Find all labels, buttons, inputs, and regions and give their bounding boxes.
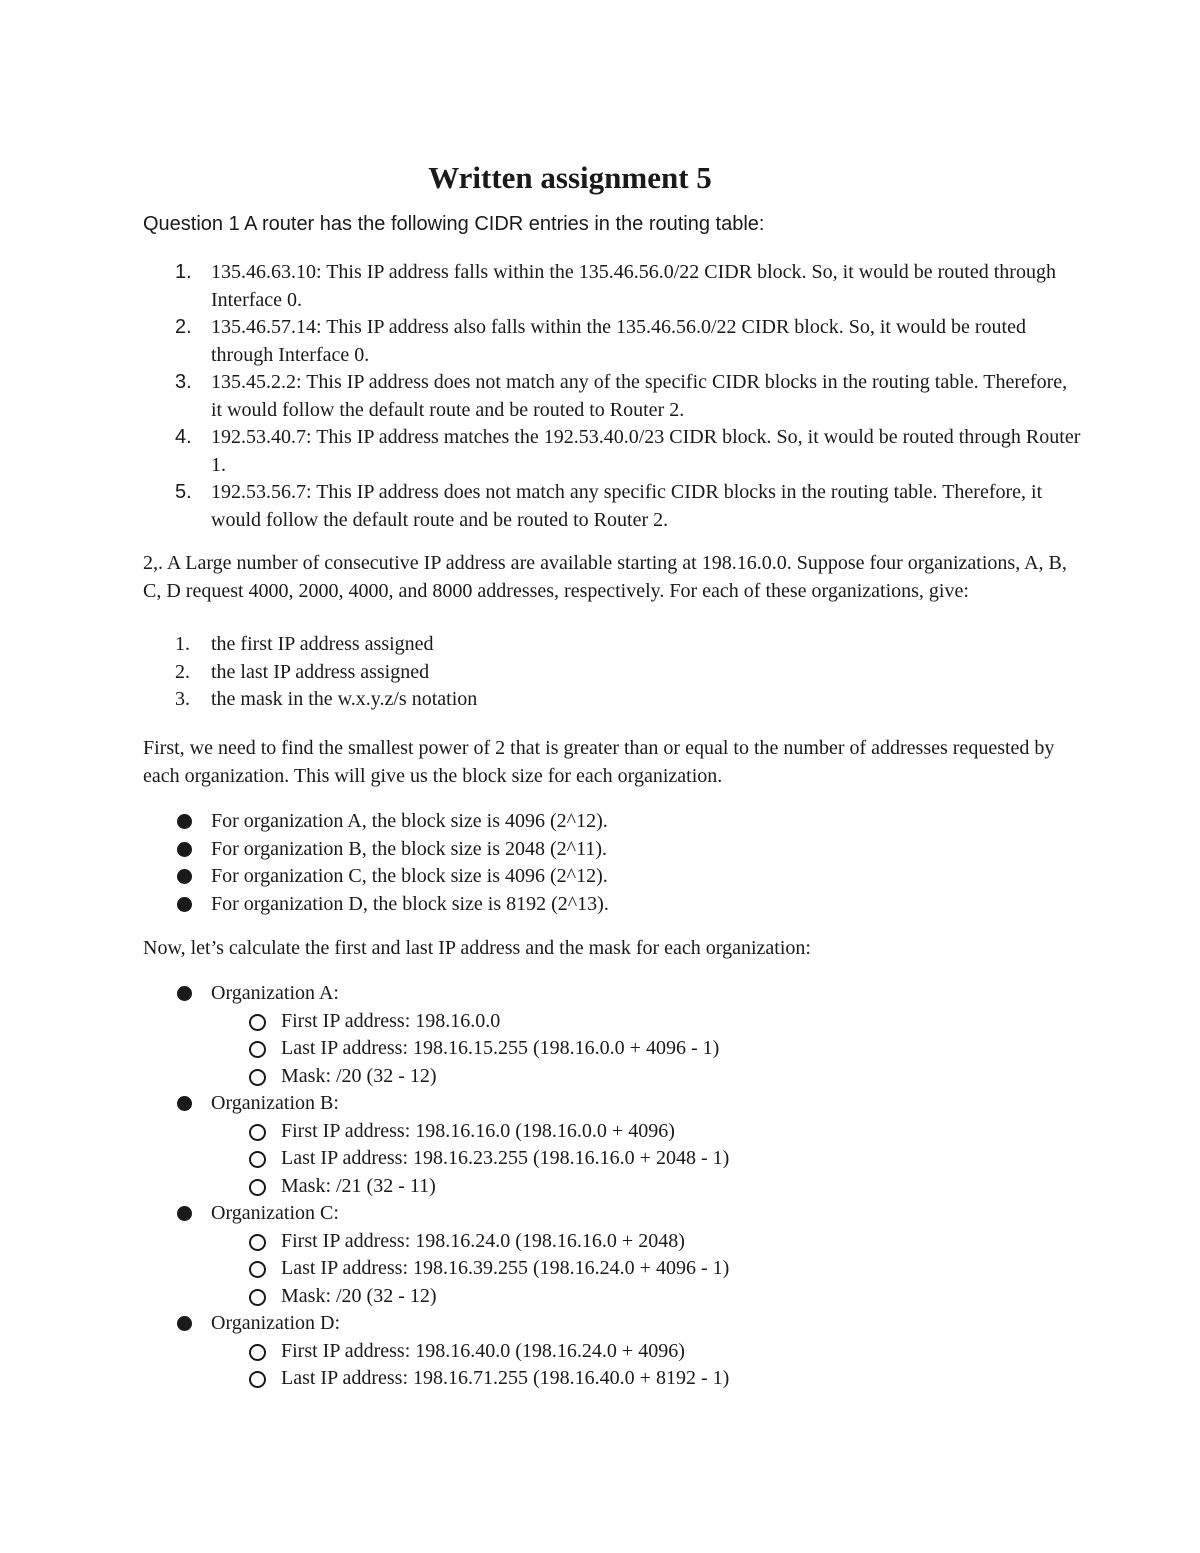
organization-item: [143, 980, 729, 1090]
hollow-bullet-icon: [249, 1014, 266, 1031]
bullet-icon: [177, 897, 192, 912]
block-size-list: [143, 808, 609, 918]
bullet-icon: [177, 842, 192, 857]
detail-text: Mask: /20 (32 - 12): [281, 1064, 437, 1087]
question-1-list: [143, 259, 1083, 534]
bullet-icon: [177, 1316, 192, 1331]
detail-item: [211, 1228, 729, 1256]
organization-name: Organization D:: [211, 1312, 341, 1334]
organization-item: [143, 1200, 729, 1310]
hollow-bullet-icon: [249, 1344, 266, 1361]
list-number: 3.: [175, 371, 192, 393]
list-number: 5.: [175, 481, 192, 503]
detail-text: First IP address: 198.16.16.0 (198.16.0.0 + 4096): [281, 1119, 675, 1142]
list-item: [143, 314, 1083, 369]
list-item-text: 192.53.56.7: This IP address does not match any specific CIDR blocks in the routing table. Therefore, it would follow the default route and be routed to Router 2.: [211, 481, 1043, 531]
detail-text: First IP address: 198.16.40.0 (198.16.24.0 + 4096): [281, 1339, 685, 1362]
list-item: [143, 659, 1083, 687]
hollow-bullet-icon: [249, 1261, 266, 1278]
page-title: Written assignment 5: [428, 160, 712, 195]
question-1-intro: Question 1 A router has the following CIDR entries in the routing table:: [143, 213, 765, 235]
list-item: [143, 808, 609, 836]
organization-name: Organization B:: [211, 1092, 339, 1114]
list-item-text: For organization D, the block size is 8192 (2^13).: [211, 892, 609, 915]
list-item-text: 135.46.63.10: This IP address falls within the 135.46.56.0/22 CIDR block. So, it would be routed through Interface 0.: [211, 261, 1056, 311]
hollow-bullet-icon: [249, 1371, 266, 1388]
bullet-icon: [177, 869, 192, 884]
list-item-text: 192.53.40.7: This IP address matches the 192.53.40.0/23 CIDR block. So, it would be routed through Router 1.: [211, 426, 1081, 476]
list-item: [143, 259, 1083, 314]
list-item-text: For organization A, the block size is 4096 (2^12).: [211, 810, 608, 832]
detail-text: First IP address: 198.16.0.0: [281, 1009, 501, 1032]
detail-item: [211, 1173, 729, 1201]
detail-item: [211, 1063, 729, 1091]
detail-item: [211, 1338, 729, 1366]
list-item: [143, 631, 1083, 659]
list-number: 1.: [175, 261, 192, 283]
list-item-text: For organization C, the block size is 4096 (2^12).: [211, 865, 608, 887]
detail-text: Last IP address: 198.16.39.255 (198.16.24.0 + 4096 - 1): [281, 1257, 730, 1279]
detail-item: [211, 1145, 729, 1173]
detail-item: [211, 1255, 729, 1283]
detail-text: First IP address: 198.16.24.0 (198.16.16.0 + 2048): [281, 1229, 685, 1252]
list-item: [143, 369, 1083, 424]
question-2-intro: 2,. A Large number of consecutive IP address are available starting at 198.16.0.0. Suppose four organizations, A, B, C, D request 4000, 2000, 4000, and 8000 addresses, respectively. For each of these organizations, give:: [143, 552, 1067, 602]
organization-details: [211, 1338, 729, 1393]
question-2-list: [143, 631, 1083, 714]
list-item-text: 135.45.2.2: This IP address does not match any of the specific CIDR blocks in the routing table. Therefore, it would follow the default route and be routed to Router 2.: [211, 371, 1068, 421]
answer-intro: First, we need to find the smallest power of 2 that is greater than or equal to the number of addresses requested by each organization. This will give us the block size for each organization.: [143, 737, 1055, 787]
list-item-text: For organization B, the block size is 2048 (2^11).: [211, 837, 607, 860]
hollow-bullet-icon: [249, 1234, 266, 1251]
list-number: 2.: [175, 660, 190, 683]
organization-list: [143, 980, 729, 1393]
bullet-icon: [177, 814, 192, 829]
detail-text: Mask: /21 (32 - 11): [281, 1174, 436, 1197]
detail-text: Mask: /20 (32 - 12): [281, 1284, 437, 1307]
hollow-bullet-icon: [249, 1151, 266, 1168]
calculation-intro: Now, let’s calculate the first and last IP address and the mask for each organization:: [143, 937, 811, 959]
detail-item: [211, 1118, 729, 1146]
list-item-text: the first IP address assigned: [211, 633, 434, 655]
organization-details: [211, 1228, 729, 1311]
detail-text: Last IP address: 198.16.23.255 (198.16.16.0 + 2048 - 1): [281, 1147, 730, 1169]
detail-item: [211, 1035, 729, 1063]
list-item: [143, 891, 609, 919]
list-item-text: 135.46.57.14: This IP address also falls within the 135.46.56.0/22 CIDR block. So, it would be routed through Interface 0.: [211, 316, 1026, 366]
list-item-text: the last IP address assigned: [211, 660, 430, 683]
list-item: [143, 686, 1083, 714]
organization-item: [143, 1090, 729, 1200]
list-number: 4.: [175, 426, 192, 448]
bullet-icon: [177, 986, 192, 1001]
bullet-icon: [177, 1206, 192, 1221]
detail-item: [211, 1283, 729, 1311]
list-item-text: the mask in the w.x.y.z/s notation: [211, 688, 478, 710]
organization-name: Organization C:: [211, 1202, 339, 1224]
detail-text: Last IP address: 198.16.71.255 (198.16.40.0 + 8192 - 1): [281, 1367, 730, 1389]
list-number: 3.: [175, 688, 190, 710]
list-item: [143, 863, 609, 891]
organization-item: [143, 1310, 729, 1393]
detail-item: [211, 1008, 729, 1036]
bullet-icon: [177, 1096, 192, 1111]
detail-text: Last IP address: 198.16.15.255 (198.16.0.0 + 4096 - 1): [281, 1037, 720, 1059]
organization-details: [211, 1008, 729, 1091]
list-item: [143, 424, 1083, 479]
hollow-bullet-icon: [249, 1041, 266, 1058]
list-number: 2.: [175, 316, 192, 338]
hollow-bullet-icon: [249, 1124, 266, 1141]
hollow-bullet-icon: [249, 1179, 266, 1196]
organization-name: Organization A:: [211, 982, 339, 1004]
list-item: [143, 479, 1083, 534]
list-item: [143, 836, 609, 864]
list-number: 1.: [175, 633, 190, 655]
detail-item: [211, 1365, 729, 1393]
hollow-bullet-icon: [249, 1289, 266, 1306]
organization-details: [211, 1118, 729, 1201]
hollow-bullet-icon: [249, 1069, 266, 1086]
